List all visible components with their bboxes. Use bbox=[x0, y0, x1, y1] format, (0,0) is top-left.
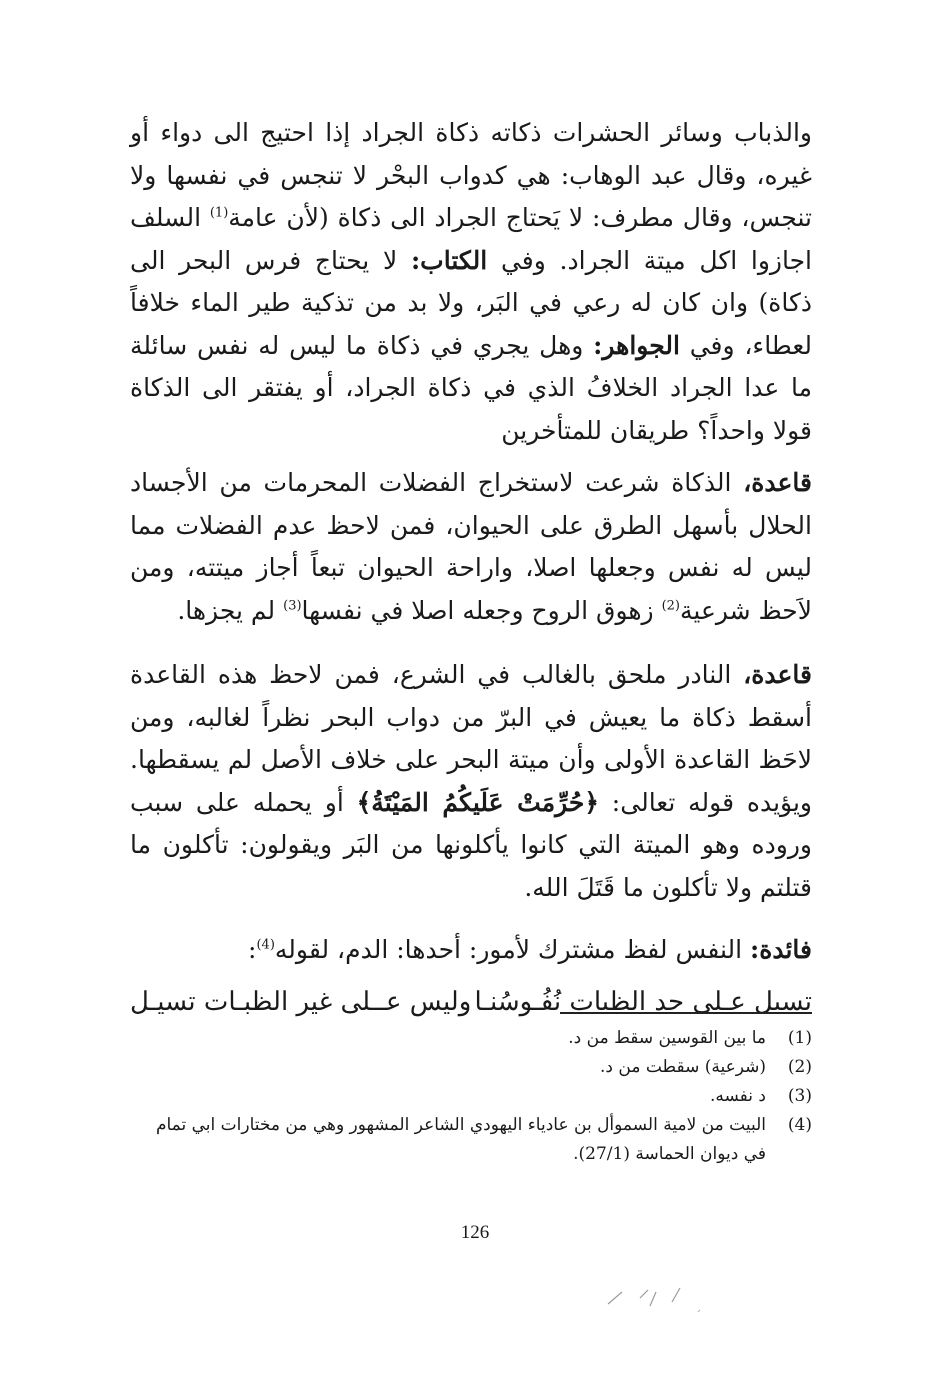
footnote-number: (2) bbox=[787, 1057, 812, 1077]
footnote-separator bbox=[560, 1012, 812, 1014]
paragraph-1 bbox=[130, 112, 812, 452]
footnote-ref-3[interactable]: (3) bbox=[283, 598, 302, 614]
footnote-text: د نفسه. bbox=[710, 1086, 766, 1106]
footnote-text: البيت من لامية السموأل بن عادياء اليهودي الشاعر المشهور وهي من مختارات ابي تمام في ديوان الحماسة (27/1). bbox=[155, 1115, 766, 1164]
text-run: والذباب وسائر الحشرات ذكاته ذكاة الجراد إذا احتيج الى دواء أو غيره، وقال عبد الوهاب: هي كدواب البحْر لا تنجس في نفسها ولا تنجس، وقال مطرف: لا يَحتاج الجراد الى ذكاة (لأن عامة bbox=[130, 118, 812, 232]
text-run: : bbox=[248, 935, 257, 964]
bold-term: الكتاب: bbox=[410, 245, 488, 275]
bold-term: قاعدة، bbox=[743, 468, 812, 497]
text-run: وهل يجري في ذكاة ما ليس له نفس سائلة ما عدا الجراد الخلافُ الذي في ذكاة الجراد، أو يفتقر الى الذكاة قولا واحداً؟ طريقان للمتأخرين bbox=[130, 330, 812, 445]
text-run: النفس لفظ مشترك لأمور: أحدها: الدم، لقوله bbox=[274, 935, 751, 964]
footnote-number: (1) bbox=[787, 1028, 812, 1048]
footnote-text: (شرعية) سقطت من د. bbox=[600, 1057, 766, 1077]
footnote-ref-1[interactable]: (1) bbox=[209, 205, 229, 221]
text-run: أو يحمله على سبب وروده وهو الميتة التي كانوا يأكلونها من البَر ويقولون: تأكلون ما قتلتم ولا تأكلون ما قَتَلَ الله. bbox=[130, 787, 812, 902]
text-run: لم يجزها. bbox=[177, 595, 284, 625]
pencil-mark-icon bbox=[600, 1282, 720, 1322]
footnote-number: (4) bbox=[787, 1115, 812, 1135]
text-run: زهوق الروح وجعله اصلا في نفسها bbox=[301, 595, 662, 625]
text-run: لا يحتاج فرس البحر الى ذكاة) وان كان له رعي في البَر، ولا بد من تذكية طير الماء خلافاً لعطاء، وفي bbox=[130, 245, 812, 360]
poetry-verse bbox=[130, 980, 812, 1024]
bold-term: فائدة: bbox=[750, 935, 812, 964]
quran-quote: ﴿حُرِّمَتْ عَلَيكُمُ المَيْتَةُ﴾ bbox=[356, 787, 599, 817]
footnotes bbox=[130, 1024, 812, 1169]
verse-second-hemistich: وليس عــلى غير الظبـات تسيـل bbox=[130, 986, 472, 1017]
footnote-1 bbox=[130, 1024, 812, 1053]
bold-term: الجواهر: bbox=[593, 330, 680, 360]
footnote-2 bbox=[130, 1053, 812, 1082]
paragraph-2 bbox=[130, 462, 812, 632]
main-text bbox=[130, 112, 812, 1024]
bold-term: قاعدة، bbox=[743, 660, 812, 689]
text-run: النادر ملحق بالغالب في الشرع، فمن لاحظ هذه القاعدة أسقط ذكاة ما يعيش في البرّ من دواب البحر نظراً لغالبه، ومن لاحَظ القاعدة الأولى وأن ميتة البحر على خلاف الأصل لم يسقطها. ويؤيده قوله تعالى: bbox=[130, 660, 813, 817]
footnote-3 bbox=[130, 1082, 812, 1111]
paragraph-4 bbox=[130, 929, 812, 972]
paragraph-3 bbox=[130, 654, 812, 909]
footnote-text: ما بين القوسين سقط من د. bbox=[568, 1028, 766, 1048]
footnote-ref-4[interactable]: (4) bbox=[256, 937, 275, 953]
footnote-4 bbox=[130, 1111, 812, 1169]
footnote-ref-2[interactable]: (2) bbox=[661, 598, 680, 614]
footnote-number: (3) bbox=[787, 1086, 812, 1106]
text-run: الذكاة شرعت لاستخراج الفضلات المحرمات من الأجساد الحلال بأسهل الطرق على الحيوان، فمن لاحظ عدم الفضلات مما ليس له نفس وجعلها اصلا، واراحة الحيوان تبعاً أجاز ميتته، ومن لاَحظ شرعية bbox=[130, 468, 812, 625]
page-number: 126 bbox=[460, 1222, 490, 1243]
text-run: السلف اجازوا اكل ميتة الجراد. وفي bbox=[130, 203, 812, 275]
verse-first-hemistich: تسيل عـلى حد الظبات نُفُـوسُنـا bbox=[474, 986, 812, 1017]
